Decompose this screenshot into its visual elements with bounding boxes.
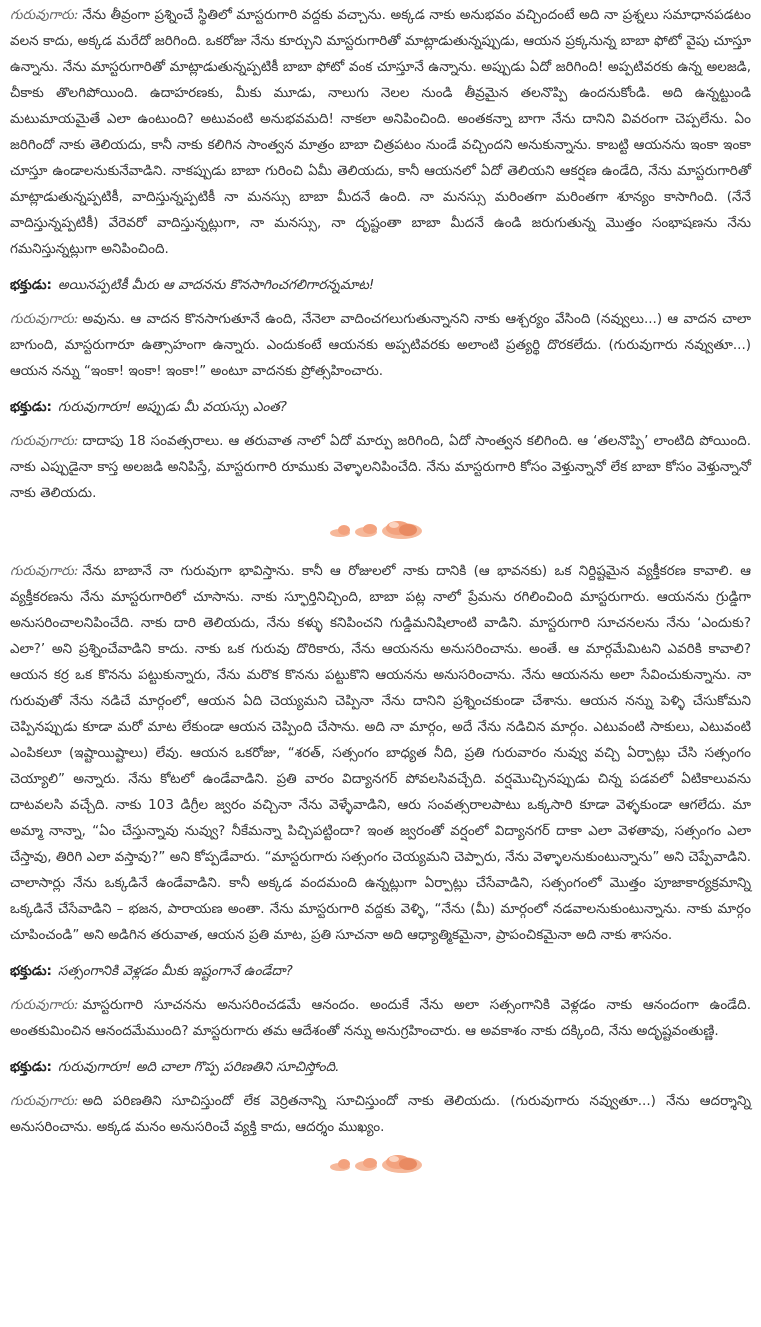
devotee-question	[10, 1054, 751, 1080]
flower-divider	[10, 1150, 751, 1178]
flower-divider	[10, 516, 751, 544]
guru-text: అవును. ఆ వాదన కొనసాగుతూనే ఉంది, నేనెలా వాదించగలుగుతున్నానని నాకు ఆశ్చర్యం వేసింది (నవ్వులు...) ఆ వాదన చాలా బాగుంది, మాస్టరుగారూ ఉత్సాహంగా ఉన్నారు. ఎందుకంటే ఆయనకు అప్పటివరకు అలాంటి ప్రత్యర్థి దొరకలేదు. (గురువుగారు నవ్వుతూ...) ఆయన నన్ను “ఇంకా! ఇంకా! ఇంకా!” అంటూ వాదనకు ప్రోత్సహించారు.	[10, 311, 751, 379]
speaker-devotee-label: భక్తుడు:	[10, 399, 52, 415]
speaker-devotee-label: భక్తుడు:	[10, 963, 52, 979]
speaker-devotee-label: భక్తుడు:	[10, 277, 52, 293]
guru-paragraph	[10, 306, 751, 384]
flower-ornament-icon	[326, 518, 436, 542]
devotee-text: అయినప్పటికీ మీరు ఆ వాదనను కొనసాగించగలిగారన్నమాట!	[57, 277, 375, 293]
guru-text: దాదాపు 18 సంవత్సరాలు. ఆ తరువాత నాలో ఏదో మార్పు జరిగింది, ఏదో సాంత్వన కలిగింది. ఆ ‘తలనొప్పి’ లాంటిది పోయింది. నాకు ఎప్పుడైనా కాస్త అలజడి అనిపిస్తే, మాస్టరుగారి రూముకు వెళ్ళాలనిపించేది. నేను మాస్టరుగారి కోసం వెళ్తున్నానో లేక బాబా కోసం వెళ్తున్నానో నాకు తెలియదు.	[10, 433, 751, 501]
guru-paragraph	[10, 992, 751, 1044]
devotee-text: గురువుగారూ! అది చాలా గొప్ప పరిణతిని సూచిస్తోంది.	[57, 1059, 340, 1075]
speaker-devotee-label: భక్తుడు:	[10, 1059, 52, 1075]
speaker-guru-label: గురువుగారు:	[10, 433, 79, 449]
guru-paragraph	[10, 428, 751, 506]
speaker-guru-label: గురువుగారు:	[10, 1093, 79, 1109]
devotee-text: గురువుగారూ! అప్పుడు మీ వయస్సు ఎంత?	[57, 399, 287, 415]
speaker-guru-label: గురువుగారు:	[10, 7, 79, 23]
devotee-question	[10, 958, 751, 984]
guru-text: మాస్టరుగారి సూచనను అనుసరించడమే ఆనందం. అందుకే నేను అలా సత్సంగానికి వెళ్లడం నాకు ఆనందంగా ఉండేది. అంతకుమించిన ఆనందమేముంది? మాస్టరుగారు తమ ఆదేశంతో నన్ను అనుగ్రహించారు. ఆ అవకాశం నాకు దక్కింది, నేను అదృష్టవంతుణ్ణి.	[10, 997, 751, 1039]
guru-paragraph	[10, 558, 751, 948]
guru-paragraph	[10, 1088, 751, 1140]
guru-paragraph	[10, 2, 751, 262]
speaker-guru-label: గురువుగారు:	[10, 563, 79, 579]
speaker-guru-label: గురువుగారు:	[10, 311, 79, 327]
devotee-question	[10, 394, 751, 420]
guru-text: నేను బాబానే నా గురువుగా భావిస్తాను. కానీ ఆ రోజులలో నాకు దానికి (ఆ భావనకు) ఒక నిర్దిష్టమైన వ్యక్తీకరణ కావాలి. ఆ వ్యక్తీకరణను నేను మాస్టరుగారిలో చూసాను. నాకు స్ఫూర్తినిచ్చింది, బాబా పట్ల నాలో ప్రేమను రగిలించింది మాస్టరుగారు. ఆయనను గ్రుడ్డిగా అనుసరించాలనిపించేది. నాకు దారి తెలియదు, నేను కళ్ళు కనిపించని గుడ్డిమనిషిలాంటి వాడిని. మాస్టరుగారి సూచనలను నేను ‘ఎందుకు? ఎలా?’ అని ప్రశ్నించేవాడిని కాదు. నాకు ఒక గురువు దొరికారు, నేను ఆయనను అనుసరించాను. అంతే. ఆ మార్గమేమిటని ఎవరికి కావాలి? ఆయన కర్ర ఒక కొనను పట్టుకున్నారు, నేను మరొక కొనను పట్టుకొని ఆయనను అనుసరించాను. నేను ఆయనను అలా సేవించుకున్నాను. నా గురువుతో నేను నడిచే మార్గంలో, ఆయన ఏది చెయ్యమని చెప్పినా నేను దానిని ప్రశ్నించకుండా చేశాను. ఆయన నన్ను పెళ్ళి చేసుకోమని చెప్పినప్పుడు కూడా మరో మాట లేకుండా ఆయన చెప్పింది చేసాను. అది నా మార్గం, అదే నేను నడిచిన మార్గం. ఎటువంటి సాకులు, ఎటువంటి ఎంపికలూ (ఇష్టాయిష్టాలు) లేవు. ఆయన ఒకరోజు, “శరత్, సత్సంగం బాధ్యత నీది, ప్రతి గురువారం నువ్వు వచ్చి ఏర్పాట్లు చేసి సత్సంగం చెయ్యాలి” అన్నారు. నేను కోటలో ఉండేవాడిని. ప్రతి వారం విద్యానగర్ పోవలసివచ్చేది. వర్షమొచ్చినప్పుడు చిన్న పడవలో ఏటికాలువను దాటవలసి వచ్చేది. నాకు 103 డిగ్రీల జ్వరం వచ్చినా నేను వెళ్ళేవాడిని, ఆరు సంవత్సరాలపాటు ఒక్కసారి కూడా వెళ్ళకుండా ఆగలేదు. మా అమ్మా నాన్నా, “ఏం చేస్తున్నావు నువ్వు? నీకేమన్నా పిచ్చిపట్టిందా? ఇంత జ్వరంతో వర్షంలో విద్యానగర్ దాకా ఎలా వెళతావు, సత్సంగం ఎలా చేస్తావు, తిరిగి ఎలా వస్తావు?” అని కోప్పడేవారు. “మాస్టరుగారు సత్సంగం చెయ్యమని చెప్పారు, నేను వెళ్ళాలనుకుంటున్నాను” అని చెప్పేవాడిని. చాలాసార్లు నేను ఒక్కడినే ఉండేవాడిని. కానీ అక్కడ వందమంది ఉన్నట్లుగా ఏర్పాట్లు చేసేవాడిని, సత్సంగంలో మొత్తం పూజాకార్యక్రమాన్ని ఒక్కడినే చేసేవాడిని – భజన, పారాయణ అంతా. నేను మాస్టరుగారి వద్దకు వెళ్ళి, “నేను (మీ) మార్గంలో నడవాలనుకుంటున్నాను. నాకు మార్గం చూపించండి” అని అడిగిన తరువాత, ఆయన ప్రతి మాట, ప్రతి సూచనా అది ఆధ్యాత్మికమైనా, ప్రాపంచికమైనా అది నాకు శాసనం.	[10, 563, 751, 943]
guru-text: నేను తీవ్రంగా ప్రశ్నించే స్థితిలో మాస్టరుగారి వద్దకు వచ్చాను. అక్కడ నాకు అనుభవం వచ్చిందంటే అది నా ప్రశ్నలు సమాధానపడటం వలన కాదు, అక్కడ మరేదో జరిగింది. ఒకరోజు నేను కూర్చుని మాస్టరుగారితో మాట్లాడుతున్నప్పుడు, ఆయన ప్రక్కనున్న బాబా ఫోటో వైపు చూస్తూ ఉన్నాను. నేను మాస్టరుగారితో మాట్లాడుతున్నప్పటికీ బాబా ఫోటో వంక చూస్తూనే ఉన్నాను. అప్పుడు ఏదో జరిగింది! అప్పటివరకు ఉన్న అలజడి, చీకాకు తొలగిపోయింది. ఉదాహరణకు, మీకు మూడు, నాలుగు నెలల నుండి తీవ్రమైన తలనొప్పి ఉందనుకోండి. అది ఉన్నట్టుండి మటుమాయమైతే ఎలా ఉంటుంది? అటువంటి అనుభవమది! నాకలా అనిపించింది. అంతకన్నా బాగా నేను దానిని వివరంగా చెప్పలేను. ఏం జరిగిందో నాకు తెలియదు, కానీ నాకు కలిగిన సాంత్వన మాత్రం బాబా చిత్రపటం నుండే వచ్చిందని అనుకున్నాను. కాబట్టి ఆయనను ఇంకా ఇంకా చూస్తూ ఉండాలనుకునేవాడిని. నాకప్పుడు బాబా గురించి ఏమీ తెలియదు, కానీ ఆయనలో ఏదో తెలియని ఆకర్షణ ఉండేది, నేను మాస్టరుగారితో మాట్లాడుతున్నప్పటికీ, వాదిస్తున్నప్పటికీ నా మనస్సు బాబా మీదనే ఉంది. నా మనస్సు మరింతగా మరింతగా శూన్యం కాసాగింది. (నేనే వాదిస్తున్నప్పటికీ) వేరెవరో వాదిస్తున్నట్లుగా, నా మనస్సు, నా దృష్టంతా బాబా మీదనే ఉండి జరుగుతున్న మొత్తం సంభాషణను నేను గమనిస్తున్నట్లుగా అనిపించింది.	[10, 7, 751, 257]
devotee-question	[10, 272, 751, 298]
guru-text: అది పరిణతిని సూచిస్తుందో లేక వెర్రితనాన్ని సూచిస్తుందో నాకు తెలియదు. (గురువుగారు నవ్వుతూ...) నేను ఆదర్శాన్ని అనుసరించాను. అక్కడ మనం అనుసరించే వ్యక్తి కాదు, ఆదర్శం ముఖ్యం.	[10, 1093, 751, 1135]
devotee-text: సత్సంగానికి వెళ్లడం మీకు ఇష్టంగానే ఉండేదా?	[57, 963, 293, 979]
flower-ornament-icon	[326, 1152, 436, 1176]
speaker-guru-label: గురువుగారు:	[10, 997, 79, 1013]
